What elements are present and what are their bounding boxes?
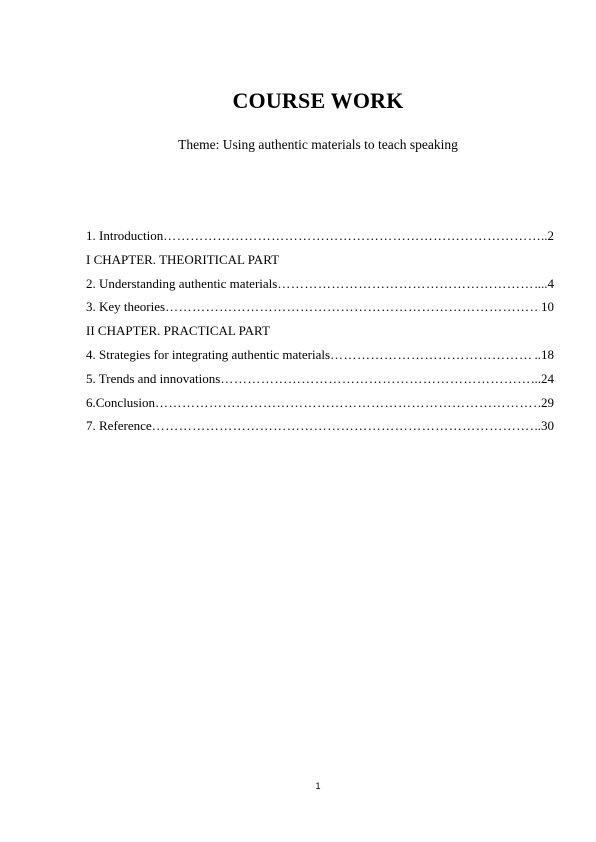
toc-page-number: ..30 [534, 418, 554, 434]
toc-entry-key-theories [86, 298, 554, 322]
toc-page-number: 29 [541, 394, 554, 410]
toc-entry-introduction [86, 227, 554, 251]
toc-entry-understanding [86, 275, 554, 299]
table-of-contents [86, 227, 554, 441]
toc-page-number: ...24 [531, 370, 554, 386]
toc-page-number: ..18 [534, 346, 554, 362]
toc-leader-dots [165, 298, 540, 315]
toc-entry-text: 6.Conclusion [86, 394, 155, 410]
toc-leader-dots [163, 227, 540, 244]
toc-entry-text: 4. Strategies for integrating authentic materials [86, 346, 331, 362]
document-title: COURSE WORK [232, 88, 404, 113]
toc-entry-strategies [86, 346, 554, 370]
toc-chapter-heading-2 [86, 322, 554, 346]
toc-entry-text: 7. Reference [86, 418, 152, 434]
toc-chapter-heading-1 [86, 251, 554, 275]
page-number: 1 [315, 781, 321, 791]
toc-leader-dots [155, 394, 540, 411]
toc-page-number: ....4 [534, 275, 554, 291]
toc-entry-trends [86, 370, 554, 394]
toc-leader-dots [220, 370, 530, 387]
toc-chapter-text: I CHAPTER. THEORITICAL PART [86, 251, 280, 267]
toc-entry-conclusion [86, 394, 554, 418]
toc-entry-text: 2. Understanding authentic materials [86, 275, 278, 291]
toc-entry-text: 3. Key theories [86, 299, 166, 315]
toc-leader-dots [277, 275, 533, 292]
toc-chapter-text: II CHAPTER. PRACTICAL PART [86, 323, 270, 339]
toc-leader-dots [330, 346, 533, 363]
toc-leader-dots [152, 417, 534, 434]
toc-page-number: ..2 [541, 228, 554, 243]
document-theme: Theme: Using authentic materials to teach speaking [178, 137, 458, 152]
toc-entry-text: 5. Trends and innovations [86, 370, 221, 386]
toc-entry-reference [86, 417, 554, 441]
toc-entry-text: 1. Introduction [86, 228, 164, 243]
toc-page-number: 10 [541, 299, 554, 315]
